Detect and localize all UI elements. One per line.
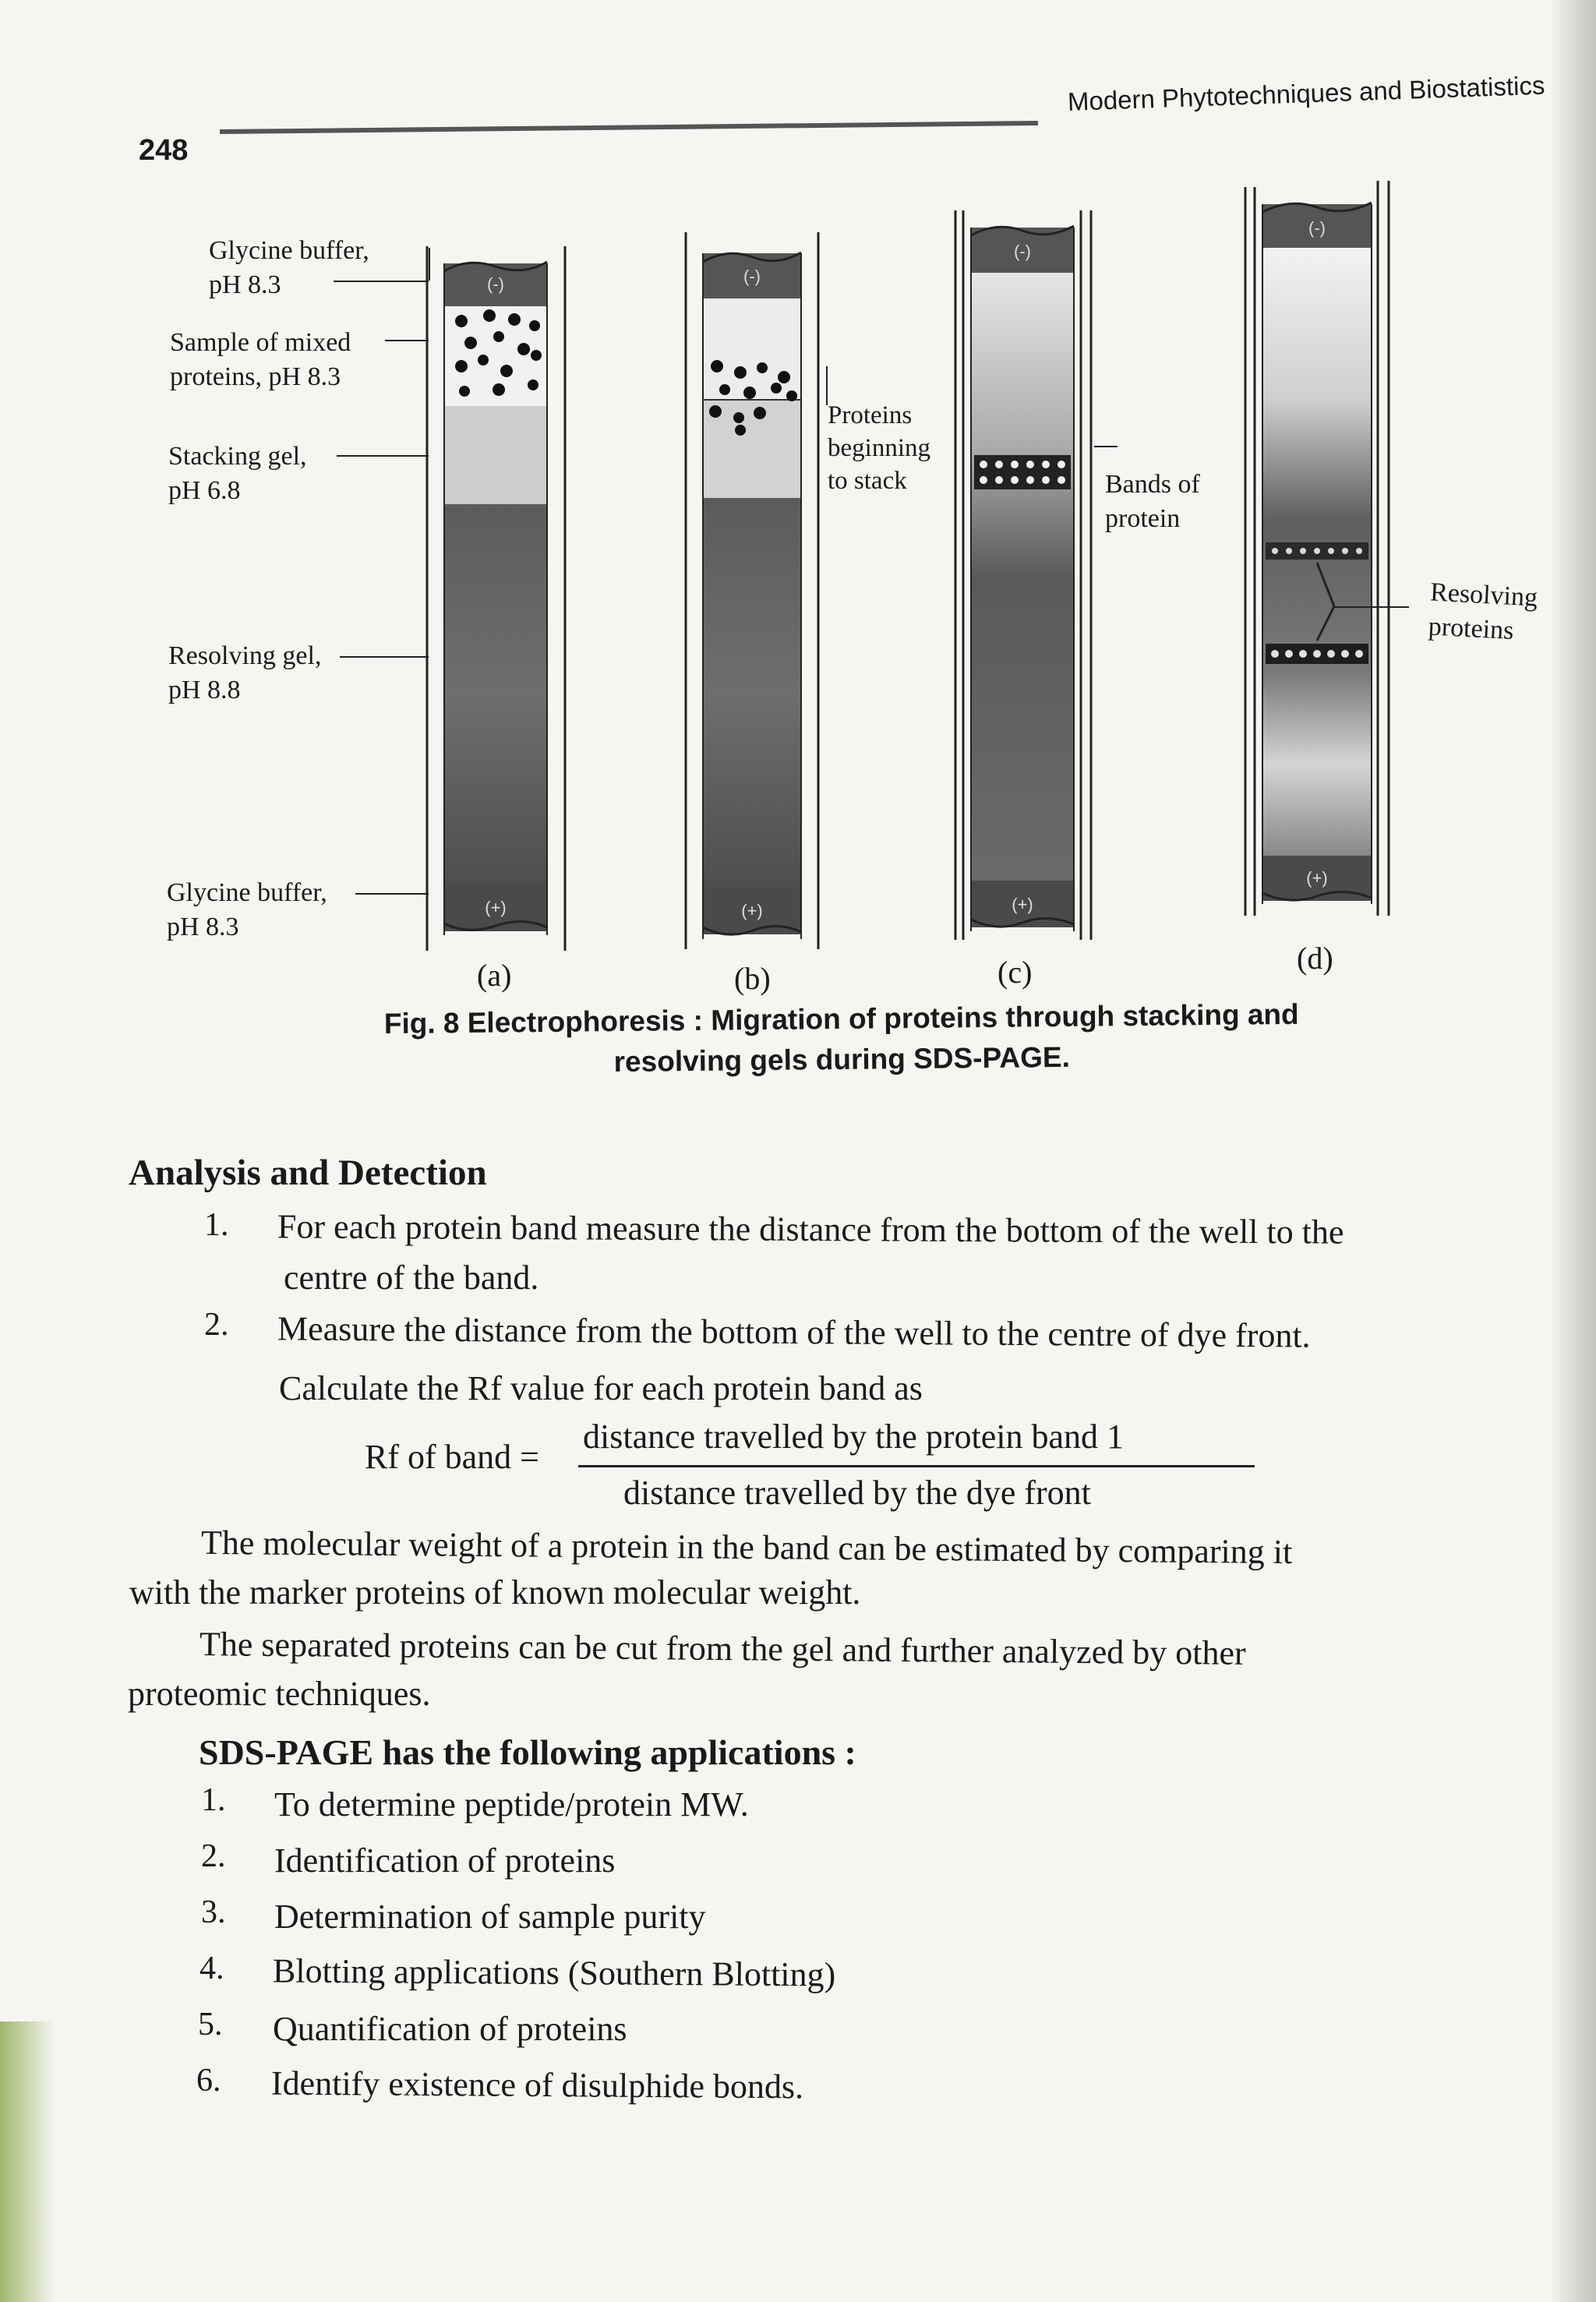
application-item: To determine peptide/protein MW. xyxy=(274,1785,749,1824)
application-number: 1. xyxy=(201,1782,226,1818)
panel-label-d: (d) xyxy=(1297,941,1333,976)
gel-column-b xyxy=(686,232,818,949)
label-bands: Bands of protein xyxy=(1105,470,1200,533)
application-number: 3. xyxy=(201,1894,226,1930)
gel-column-d xyxy=(1245,181,1389,916)
electrode-bottom-b: (+) xyxy=(741,901,763,920)
formula-fraction-bar xyxy=(578,1465,1255,1467)
applications-title: SDS-PAGE has the following applications : xyxy=(199,1732,856,1772)
panel-label-a: (a) xyxy=(477,958,512,993)
paragraph-2-line-1: The separated proteins can be cut from the gel and further analyzed by other xyxy=(199,1625,1246,1672)
caption-line-1: Fig. 8 Electrophoresis : Migration of proteins through stacking and xyxy=(383,997,1299,1040)
analysis-item-number: 2. xyxy=(204,1307,229,1343)
leader-stacking xyxy=(337,455,429,457)
application-item: Identification of proteins xyxy=(274,1841,616,1880)
panel-label-c: (c) xyxy=(998,955,1033,990)
label-glycine-top: Glycine buffer, pH 8.3 xyxy=(209,236,369,299)
label-sample: Sample of mixed proteins, pH 8.3 xyxy=(170,328,351,391)
gel-column-c xyxy=(955,210,1091,940)
electrode-top-a: (-) xyxy=(487,274,504,294)
running-head: Modern Phytotechniques and Biostatistics xyxy=(1067,70,1545,116)
analysis-item-1-line-1: For each protein band measure the distance from the bottom of the well to the xyxy=(277,1207,1344,1252)
leader-resolving-proteins xyxy=(1334,606,1409,608)
application-item: Quantification of proteins xyxy=(273,2010,627,2048)
application-item: Blotting applications (Southern Blotting) xyxy=(272,1951,836,1994)
analysis-item-2-line-2: Calculate the Rf value for each protein band as xyxy=(279,1369,923,1407)
application-item: Identify existence of disulphide bonds. xyxy=(270,2064,804,2106)
leader-sample xyxy=(385,340,429,341)
figure-caption xyxy=(256,993,1426,1086)
label-proteins-stack: Proteins beginning to stack xyxy=(828,401,930,495)
paragraph-2-line-2: proteomic techniques. xyxy=(128,1675,431,1713)
electrode-top-d: (-) xyxy=(1308,218,1326,238)
leader-glycine-top-v xyxy=(429,248,430,281)
panel-label-b: (b) xyxy=(734,961,771,996)
leader-glycine-top xyxy=(334,281,429,282)
formula-numerator: distance travelled by the protein band 1 xyxy=(583,1418,1124,1456)
analysis-item-number: 1. xyxy=(204,1207,229,1243)
application-number: 6. xyxy=(196,2063,221,2099)
leader-resolving xyxy=(340,656,429,658)
analysis-item-1-line-2: centre of the band. xyxy=(284,1259,539,1297)
electrode-bottom-d: (+) xyxy=(1306,868,1328,888)
label-resolving: Resolving gel, pH 8.8 xyxy=(168,641,322,704)
application-item: Determination of sample purity xyxy=(274,1898,706,1936)
label-stacking: Stacking gel, pH 6.8 xyxy=(168,442,307,505)
background-leaf xyxy=(0,2021,55,2302)
application-number: 2. xyxy=(201,1838,226,1874)
label-glycine-bottom: Glycine buffer, pH 8.3 xyxy=(167,878,327,941)
analysis-item-2-line-1: Measure the distance from the bottom of the well to the centre of dye front. xyxy=(277,1309,1311,1355)
leader-glycine-bottom xyxy=(355,893,429,895)
paragraph-1-line-2: with the marker proteins of known molecular weight. xyxy=(129,1573,861,1612)
electrode-top-b: (-) xyxy=(743,267,761,286)
label-resolving-proteins: Resolving proteins xyxy=(1428,577,1538,646)
page-number: 248 xyxy=(139,134,189,167)
caption-line-2: resolving gels during SDS-PAGE. xyxy=(613,1040,1071,1079)
application-number: 4. xyxy=(200,1951,224,1986)
formula-lhs: Rf of band = xyxy=(365,1438,539,1476)
section-title-analysis: Analysis and Detection xyxy=(129,1153,487,1193)
electrode-bottom-a: (+) xyxy=(485,898,507,917)
leader-bands xyxy=(1094,446,1118,447)
application-number: 5. xyxy=(198,2007,223,2042)
electrode-bottom-c: (+) xyxy=(1012,895,1033,914)
formula-denominator: distance travelled by the dye front xyxy=(623,1474,1091,1512)
paragraph-1-line-1: The molecular weight of a protein in the band can be estimated by comparing it xyxy=(200,1523,1293,1572)
gel-column-a xyxy=(427,246,565,951)
electrode-top-c: (-) xyxy=(1014,242,1031,261)
